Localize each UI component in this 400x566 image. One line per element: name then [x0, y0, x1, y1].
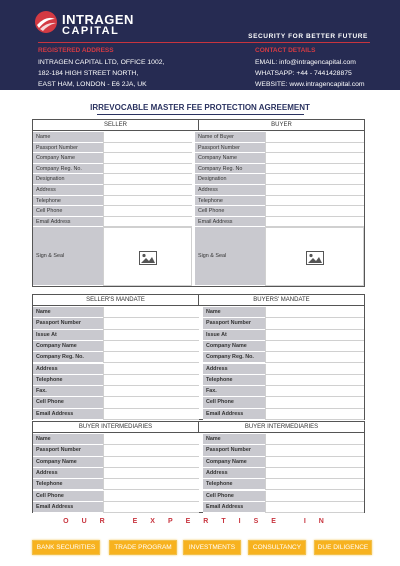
intermediary-input[interactable] — [265, 479, 364, 490]
intermediary-input[interactable] — [103, 457, 199, 468]
mandates-table — [32, 294, 365, 420]
buyer-field-input[interactable] — [265, 196, 364, 207]
logo-wordmark-line1: INTRAGEN — [62, 12, 134, 27]
seller-mandate-heading: SELLER'S MANDATE — [33, 295, 199, 306]
seller-field-label: Address — [33, 185, 103, 196]
buyer-mandate-label: Company Reg. No. — [203, 352, 265, 363]
seller-mandate-label: Name — [33, 307, 103, 318]
intermediary-label: Cell Phone — [203, 491, 265, 502]
seller-field-label: Company Name — [33, 153, 103, 164]
buyer-mandate-heading: BUYERS' MANDATE — [199, 295, 364, 306]
intermediary-input[interactable] — [265, 491, 364, 502]
tagline: SECURITY FOR BETTER FUTURE — [248, 33, 368, 40]
buyer-mandate-input[interactable] — [265, 375, 364, 386]
intermediary-input[interactable] — [265, 457, 364, 468]
contact-whatsapp[interactable]: WHATSAPP: +44 - 7441428875 — [255, 70, 352, 77]
intermediary-label: Passport Number — [203, 445, 265, 456]
buyer-mandate-input[interactable] — [265, 364, 364, 375]
buyer-mandate-input[interactable] — [265, 386, 364, 397]
parties-table — [32, 119, 365, 287]
expertise-button-consultancy[interactable]: CONSULTANCY — [248, 540, 306, 555]
intermediary-input[interactable] — [103, 491, 199, 502]
intermediary-heading: BUYER INTERMEDIARIES — [199, 422, 364, 433]
seller-field-input[interactable] — [103, 206, 192, 217]
intermediary-label: Telephone — [33, 479, 103, 490]
buyer-field-label: Company Name — [195, 153, 265, 164]
buyer-mandate-input[interactable] — [265, 318, 364, 329]
seller-field-input[interactable] — [103, 217, 192, 228]
buyer-field-input[interactable] — [265, 143, 364, 154]
buyer-mandate-label: Name — [203, 307, 265, 318]
intermediary-label: Name — [33, 434, 103, 445]
buyer-field-label: Email Address — [195, 217, 265, 228]
buyer-mandate-label: Telephone — [203, 375, 265, 386]
buyer-mandate-input[interactable] — [265, 330, 364, 341]
intermediary-label: Email Address — [33, 502, 103, 513]
seller-mandate-label: Cell Phone — [33, 397, 103, 408]
contact-email[interactable]: EMAIL: info@intragencapital.com — [255, 59, 356, 66]
contact-website[interactable]: WEBSITE: www.intragencapital.com — [255, 81, 365, 88]
buyer-field-input[interactable] — [265, 174, 364, 185]
document-title: IRREVOCABLE MASTER FEE PROTECTION AGREEMENT — [90, 103, 310, 112]
intermediary-input[interactable] — [103, 445, 199, 456]
buyer-field-label: Cell Phone — [195, 206, 265, 217]
intermediary-label: Address — [203, 468, 265, 479]
seller-mandate-input[interactable] — [103, 341, 199, 352]
buyer-sign-label: Sign & Seal — [195, 227, 265, 286]
address-line: EAST HAM, LONDON - E6 2JA, UK — [38, 81, 147, 88]
seller-field-input[interactable] — [103, 132, 192, 143]
intermediary-input[interactable] — [265, 445, 364, 456]
seller-field-label: Email Address — [33, 217, 103, 228]
seller-mandate-input[interactable] — [103, 397, 199, 408]
seller-mandate-input[interactable] — [103, 409, 199, 420]
buyer-mandate-label: Passport Number — [203, 318, 265, 329]
image-placeholder-icon — [139, 251, 157, 265]
intermediaries-table — [32, 421, 365, 513]
intermediary-label: Company Name — [203, 457, 265, 468]
seller-heading: SELLER — [33, 120, 199, 131]
buyer-mandate-label: Cell Phone — [203, 397, 265, 408]
seller-mandate-label: Address — [33, 364, 103, 375]
seller-mandate-label: Company Name — [33, 341, 103, 352]
seller-field-label: Passport Number — [33, 143, 103, 154]
buyer-field-input[interactable] — [265, 206, 364, 217]
intermediary-input[interactable] — [103, 479, 199, 490]
intermediary-input[interactable] — [265, 434, 364, 445]
buyer-mandate-label: Email Address — [203, 409, 265, 420]
header-divider — [38, 42, 370, 43]
buyer-mandate-label: Company Name — [203, 341, 265, 352]
buyer-mandate-input[interactable] — [265, 352, 364, 363]
buyer-mandate-input[interactable] — [265, 409, 364, 420]
intermediary-label: Cell Phone — [33, 491, 103, 502]
seller-mandate-input[interactable] — [103, 375, 199, 386]
seller-field-label: Telephone — [33, 196, 103, 207]
seller-sign-label: Sign & Seal — [33, 227, 103, 286]
seller-mandate-label: Company Reg. No. — [33, 352, 103, 363]
seller-mandate-input[interactable] — [103, 364, 199, 375]
office-heading: REGISTERED ADDRESS — [38, 47, 114, 54]
intermediary-input[interactable] — [103, 502, 199, 513]
buyer-heading: BUYER — [199, 120, 364, 131]
seller-mandate-input[interactable] — [103, 386, 199, 397]
buyer-field-input[interactable] — [265, 153, 364, 164]
header-band — [0, 0, 400, 90]
address-line: INTRAGEN CAPITAL LTD, OFFICE 1002, — [38, 59, 165, 66]
buyer-mandate-label: Issue At — [203, 330, 265, 341]
seller-field-input[interactable] — [103, 153, 192, 164]
logo-icon — [34, 10, 58, 34]
buyer-field-input[interactable] — [265, 132, 364, 143]
expertise-heading: OUR EXPERTISE IN — [63, 518, 337, 525]
buyer-mandate-input[interactable] — [265, 341, 364, 352]
intermediary-input[interactable] — [103, 468, 199, 479]
buyer-field-input[interactable] — [265, 164, 364, 175]
seller-field-input[interactable] — [103, 196, 192, 207]
buyer-sign-box[interactable] — [265, 227, 364, 286]
seller-field-input[interactable] — [103, 164, 192, 175]
expertise-button-bank-securities[interactable]: BANK SECURITIES — [32, 540, 100, 555]
seller-mandate-label: Telephone — [33, 375, 103, 386]
expertise-button-investments[interactable]: INVESTMENTS — [183, 540, 241, 555]
expertise-button-trade-program[interactable]: TRADE PROGRAM — [109, 540, 177, 555]
buyer-field-label: Designation — [195, 174, 265, 185]
expertise-button-due-diligence[interactable]: DUE DILIGENCE — [314, 540, 372, 555]
seller-field-label: Designation — [33, 174, 103, 185]
buyer-mandate-input[interactable] — [265, 307, 364, 318]
seller-field-label: Cell Phone — [33, 206, 103, 217]
seller-field-label: Company Reg. No. — [33, 164, 103, 175]
buyer-field-label: Name of Buyer — [195, 132, 265, 143]
buyer-field-label: Address — [195, 185, 265, 196]
seller-mandate-input[interactable] — [103, 318, 199, 329]
image-placeholder-icon — [306, 251, 324, 265]
buyer-field-input[interactable] — [265, 185, 364, 196]
logo-wordmark-line2: CAPITAL — [62, 25, 120, 37]
seller-field-input[interactable] — [103, 185, 192, 196]
seller-field-input[interactable] — [103, 174, 192, 185]
intermediary-label: Telephone — [203, 479, 265, 490]
intermediary-heading: BUYER INTERMEDIARIES — [33, 422, 199, 433]
intermediary-label: Address — [33, 468, 103, 479]
buyer-mandate-input[interactable] — [265, 397, 364, 408]
title-underline — [97, 114, 304, 115]
intermediary-label: Name — [203, 434, 265, 445]
intermediary-input[interactable] — [265, 468, 364, 479]
intermediary-label: Passport Number — [33, 445, 103, 456]
buyer-mandate-label: Fax. — [203, 386, 265, 397]
seller-sign-box[interactable] — [103, 227, 192, 286]
seller-mandate-input[interactable] — [103, 352, 199, 363]
contact-heading: CONTACT DETAILS — [255, 47, 316, 54]
seller-field-label: Name — [33, 132, 103, 143]
intermediary-label: Company Name — [33, 457, 103, 468]
intermediary-label: Email Address — [203, 502, 265, 513]
buyer-field-label: Telephone — [195, 196, 265, 207]
seller-field-input[interactable] — [103, 143, 192, 154]
buyer-field-label: Company Reg. No — [195, 164, 265, 175]
buyer-field-input[interactable] — [265, 217, 364, 228]
intermediary-input[interactable] — [265, 502, 364, 513]
seller-mandate-label: Email Address — [33, 409, 103, 420]
seller-mandate-input[interactable] — [103, 307, 199, 318]
seller-mandate-input[interactable] — [103, 330, 199, 341]
seller-mandate-label: Passport Number — [33, 318, 103, 329]
buyer-field-label: Passport Number — [195, 143, 265, 154]
seller-mandate-label: Fax. — [33, 386, 103, 397]
intermediary-input[interactable] — [103, 434, 199, 445]
address-line: 182-184 HIGH STREET NORTH, — [38, 70, 139, 77]
seller-mandate-label: Issue At — [33, 330, 103, 341]
buyer-mandate-label: Address — [203, 364, 265, 375]
